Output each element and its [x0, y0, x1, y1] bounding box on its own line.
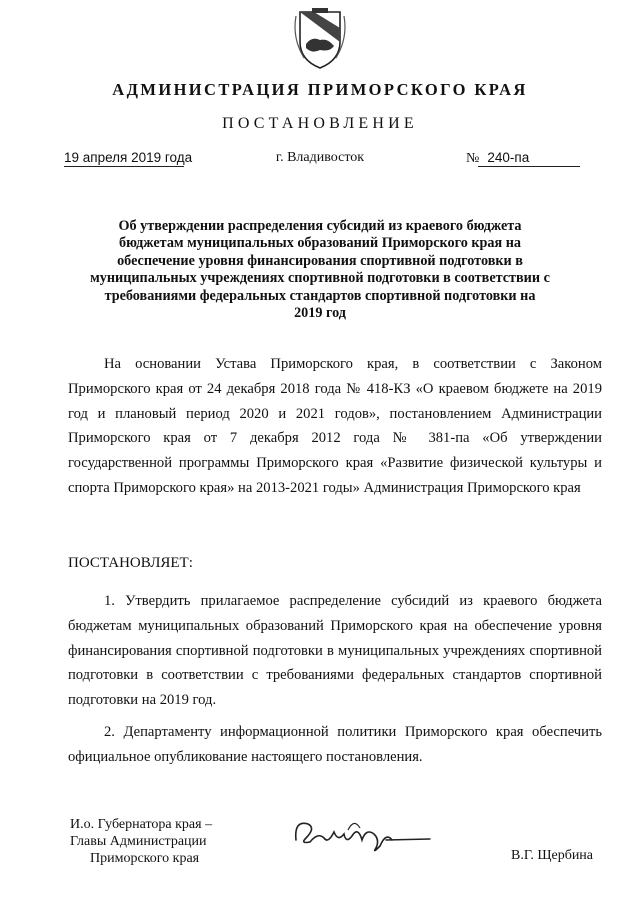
handwritten-signature: [288, 810, 438, 860]
date-underline: [64, 166, 184, 167]
position-line-2: Главы Администрации: [70, 834, 207, 849]
document-title: Об утверждении распределения субсидий из краевого бюджета бюджетам муниципальных образований Приморского края на обеспечение уровня финансирования спортивной подготовки в муниципальных учреждениях спортивной подготовки в соответствии с требованиями федеральных стандартов спортивной подготовки на 2019 год: [90, 218, 550, 322]
resolves-heading: ПОСТАНОВЛЯЕТ:: [68, 555, 193, 571]
number-value: 240-па: [487, 150, 530, 165]
item-2-paragraph: 2. Департаменту информационной политики Приморского края обеспечить официальное опубликование настоящего постановления.: [68, 724, 602, 765]
organization-name: АДМИНИСТРАЦИЯ ПРИМОРСКОГО КРАЯ: [112, 80, 528, 99]
number-sign: №: [466, 151, 480, 166]
document-city: г. Владивосток: [275, 150, 365, 165]
document-date: 19 апреля 2019 года: [64, 150, 193, 165]
position-line-3: Приморского края: [90, 851, 200, 866]
document-number: [466, 150, 529, 167]
signer-name: В.Г. Щербина: [511, 848, 594, 863]
item-1-paragraph: 1. Утвердить прилагаемое распределение субсидий из краевого бюджета бюджетам муниципальных образований Приморского края на обеспечение уровня финансирования спортивной подготовки в муниципальных учреждениях спортивной подготовки в соответствии с требованиями федеральных стандартов спортивной подготовки на 2019 год.: [68, 593, 602, 709]
document-type: ПОСТАНОВЛЕНИЕ: [222, 115, 418, 132]
position-line-1: И.о. Губернатора края –: [70, 817, 213, 832]
coat-of-arms-icon: [290, 8, 350, 72]
signatory-position: [70, 816, 212, 867]
preamble-paragraph: На основании Устава Приморского края, в соответствии с Законом Приморского края от 24 декабря 2018 года № 418-КЗ «О краевом бюджете на 2019 год и плановый период 2020 и 2021 годов», постановлением Администрации Приморского края от 7 декабря 2012 года № 381-па «Об утверждении государственной программы Приморского края «Развитие физической культуры и спорта Приморского края» на 2013-2021 годы» Администрация Приморского края: [68, 356, 602, 496]
number-underline: [478, 166, 580, 167]
